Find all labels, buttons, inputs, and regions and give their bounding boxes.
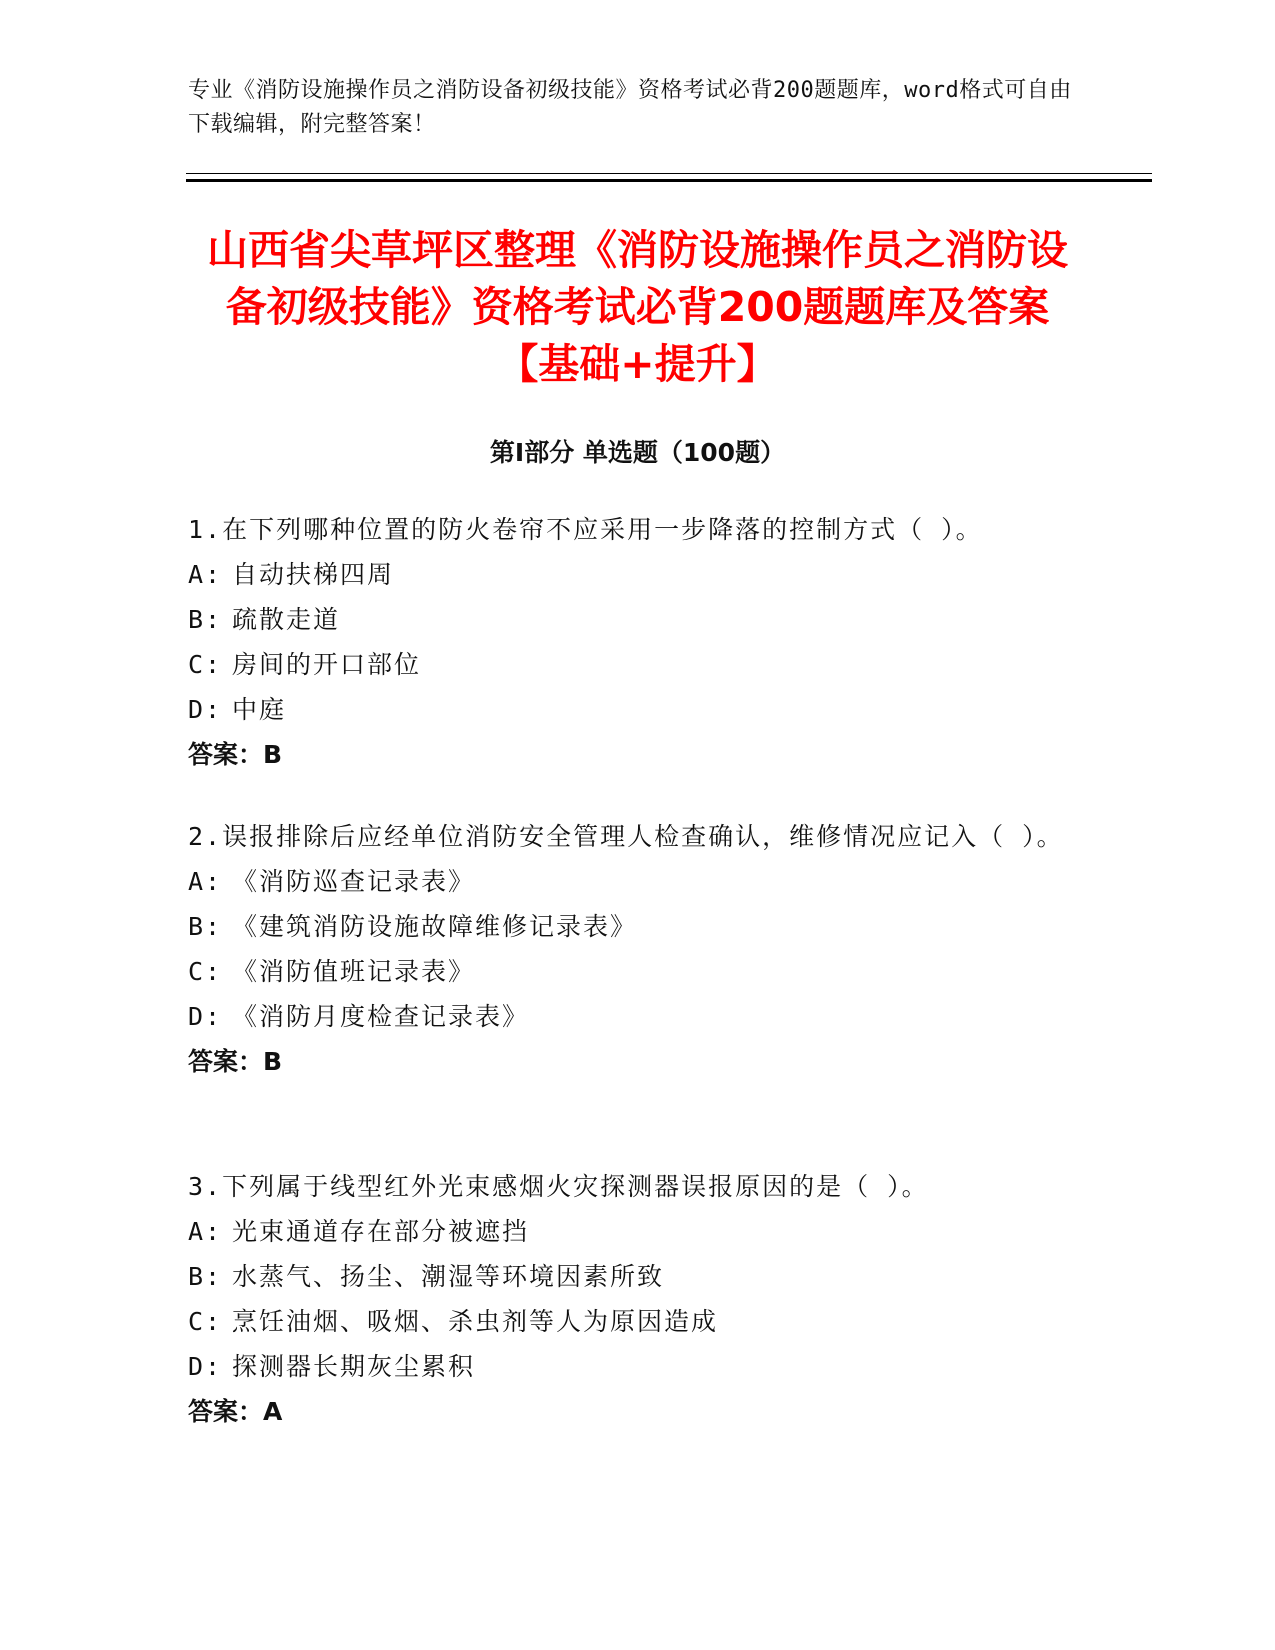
option-letter: D: — [188, 695, 223, 724]
option-letter: B: — [188, 605, 223, 634]
option-b — [188, 904, 1068, 949]
answer-line: 答案：B — [188, 740, 283, 769]
option-c — [188, 949, 1068, 994]
option-d — [188, 1344, 1068, 1389]
option-text: 《消防巡查记录表》 — [232, 867, 476, 896]
option-letter: A: — [188, 560, 223, 589]
option-letter: D: — [188, 1352, 223, 1381]
option-d — [188, 994, 1068, 1039]
option-a — [188, 859, 1068, 904]
option-letter: C: — [188, 957, 223, 986]
option-text: 中庭 — [232, 695, 287, 724]
option-text: 《建筑消防设施故障维修记录表》 — [232, 912, 638, 941]
question-stem: 3.下列属于线型红外光束感烟火灾探测器误报原因的是（ ）。 — [188, 1172, 929, 1201]
header-divider-thick — [186, 179, 1152, 182]
option-text: 《消防值班记录表》 — [232, 957, 476, 986]
section-title: 第I部分 单选题（100题） — [489, 438, 786, 467]
option-text: 光束通道存在部分被遮挡 — [232, 1217, 530, 1246]
option-letter: B: — [188, 912, 223, 941]
option-letter: C: — [188, 1307, 223, 1336]
option-b — [188, 597, 1068, 642]
option-d — [188, 687, 1068, 732]
option-text: 自动扶梯四周 — [232, 560, 395, 589]
option-text: 水蒸气、扬尘、潮湿等环境因素所致 — [232, 1262, 665, 1291]
question-2 — [188, 814, 1068, 1084]
option-letter: D: — [188, 1002, 223, 1031]
header-divider-thin — [186, 173, 1152, 174]
option-c — [188, 1299, 1068, 1344]
option-text: 《消防月度检查记录表》 — [232, 1002, 530, 1031]
option-c — [188, 642, 1068, 687]
option-letter: A: — [188, 867, 223, 896]
question-stem: 2.误报排除后应经单位消防安全管理人检查确认，维修情况应记入（ ）。 — [188, 822, 1064, 851]
option-text: 房间的开口部位 — [232, 650, 422, 679]
option-letter: C: — [188, 650, 223, 679]
option-b — [188, 1254, 1068, 1299]
option-text: 疏散走道 — [232, 605, 341, 634]
option-a — [188, 1209, 1068, 1254]
document-title: 山西省尖草坪区整理《消防设施操作员之消防设备初级技能》资格考试必背200题题库及答案【基础+提升】 — [207, 226, 1068, 388]
answer-line: 答案：B — [188, 1047, 283, 1076]
option-text: 烹饪油烟、吸烟、杀虫剂等人为原因造成 — [232, 1307, 719, 1336]
question-3 — [188, 1164, 1068, 1434]
header-note: 专业《消防设施操作员之消防设备初级技能》资格考试必背200题题库，word格式可自由下载编辑，附完整答案！ — [188, 78, 1072, 137]
option-letter: B: — [188, 1262, 223, 1291]
question-1 — [188, 507, 1068, 777]
question-stem: 1.在下列哪种位置的防火卷帘不应采用一步降落的控制方式（ ）。 — [188, 515, 983, 544]
option-a — [188, 552, 1068, 597]
option-letter: A: — [188, 1217, 223, 1246]
answer-line: 答案：A — [188, 1397, 283, 1426]
option-text: 探测器长期灰尘累积 — [232, 1352, 476, 1381]
